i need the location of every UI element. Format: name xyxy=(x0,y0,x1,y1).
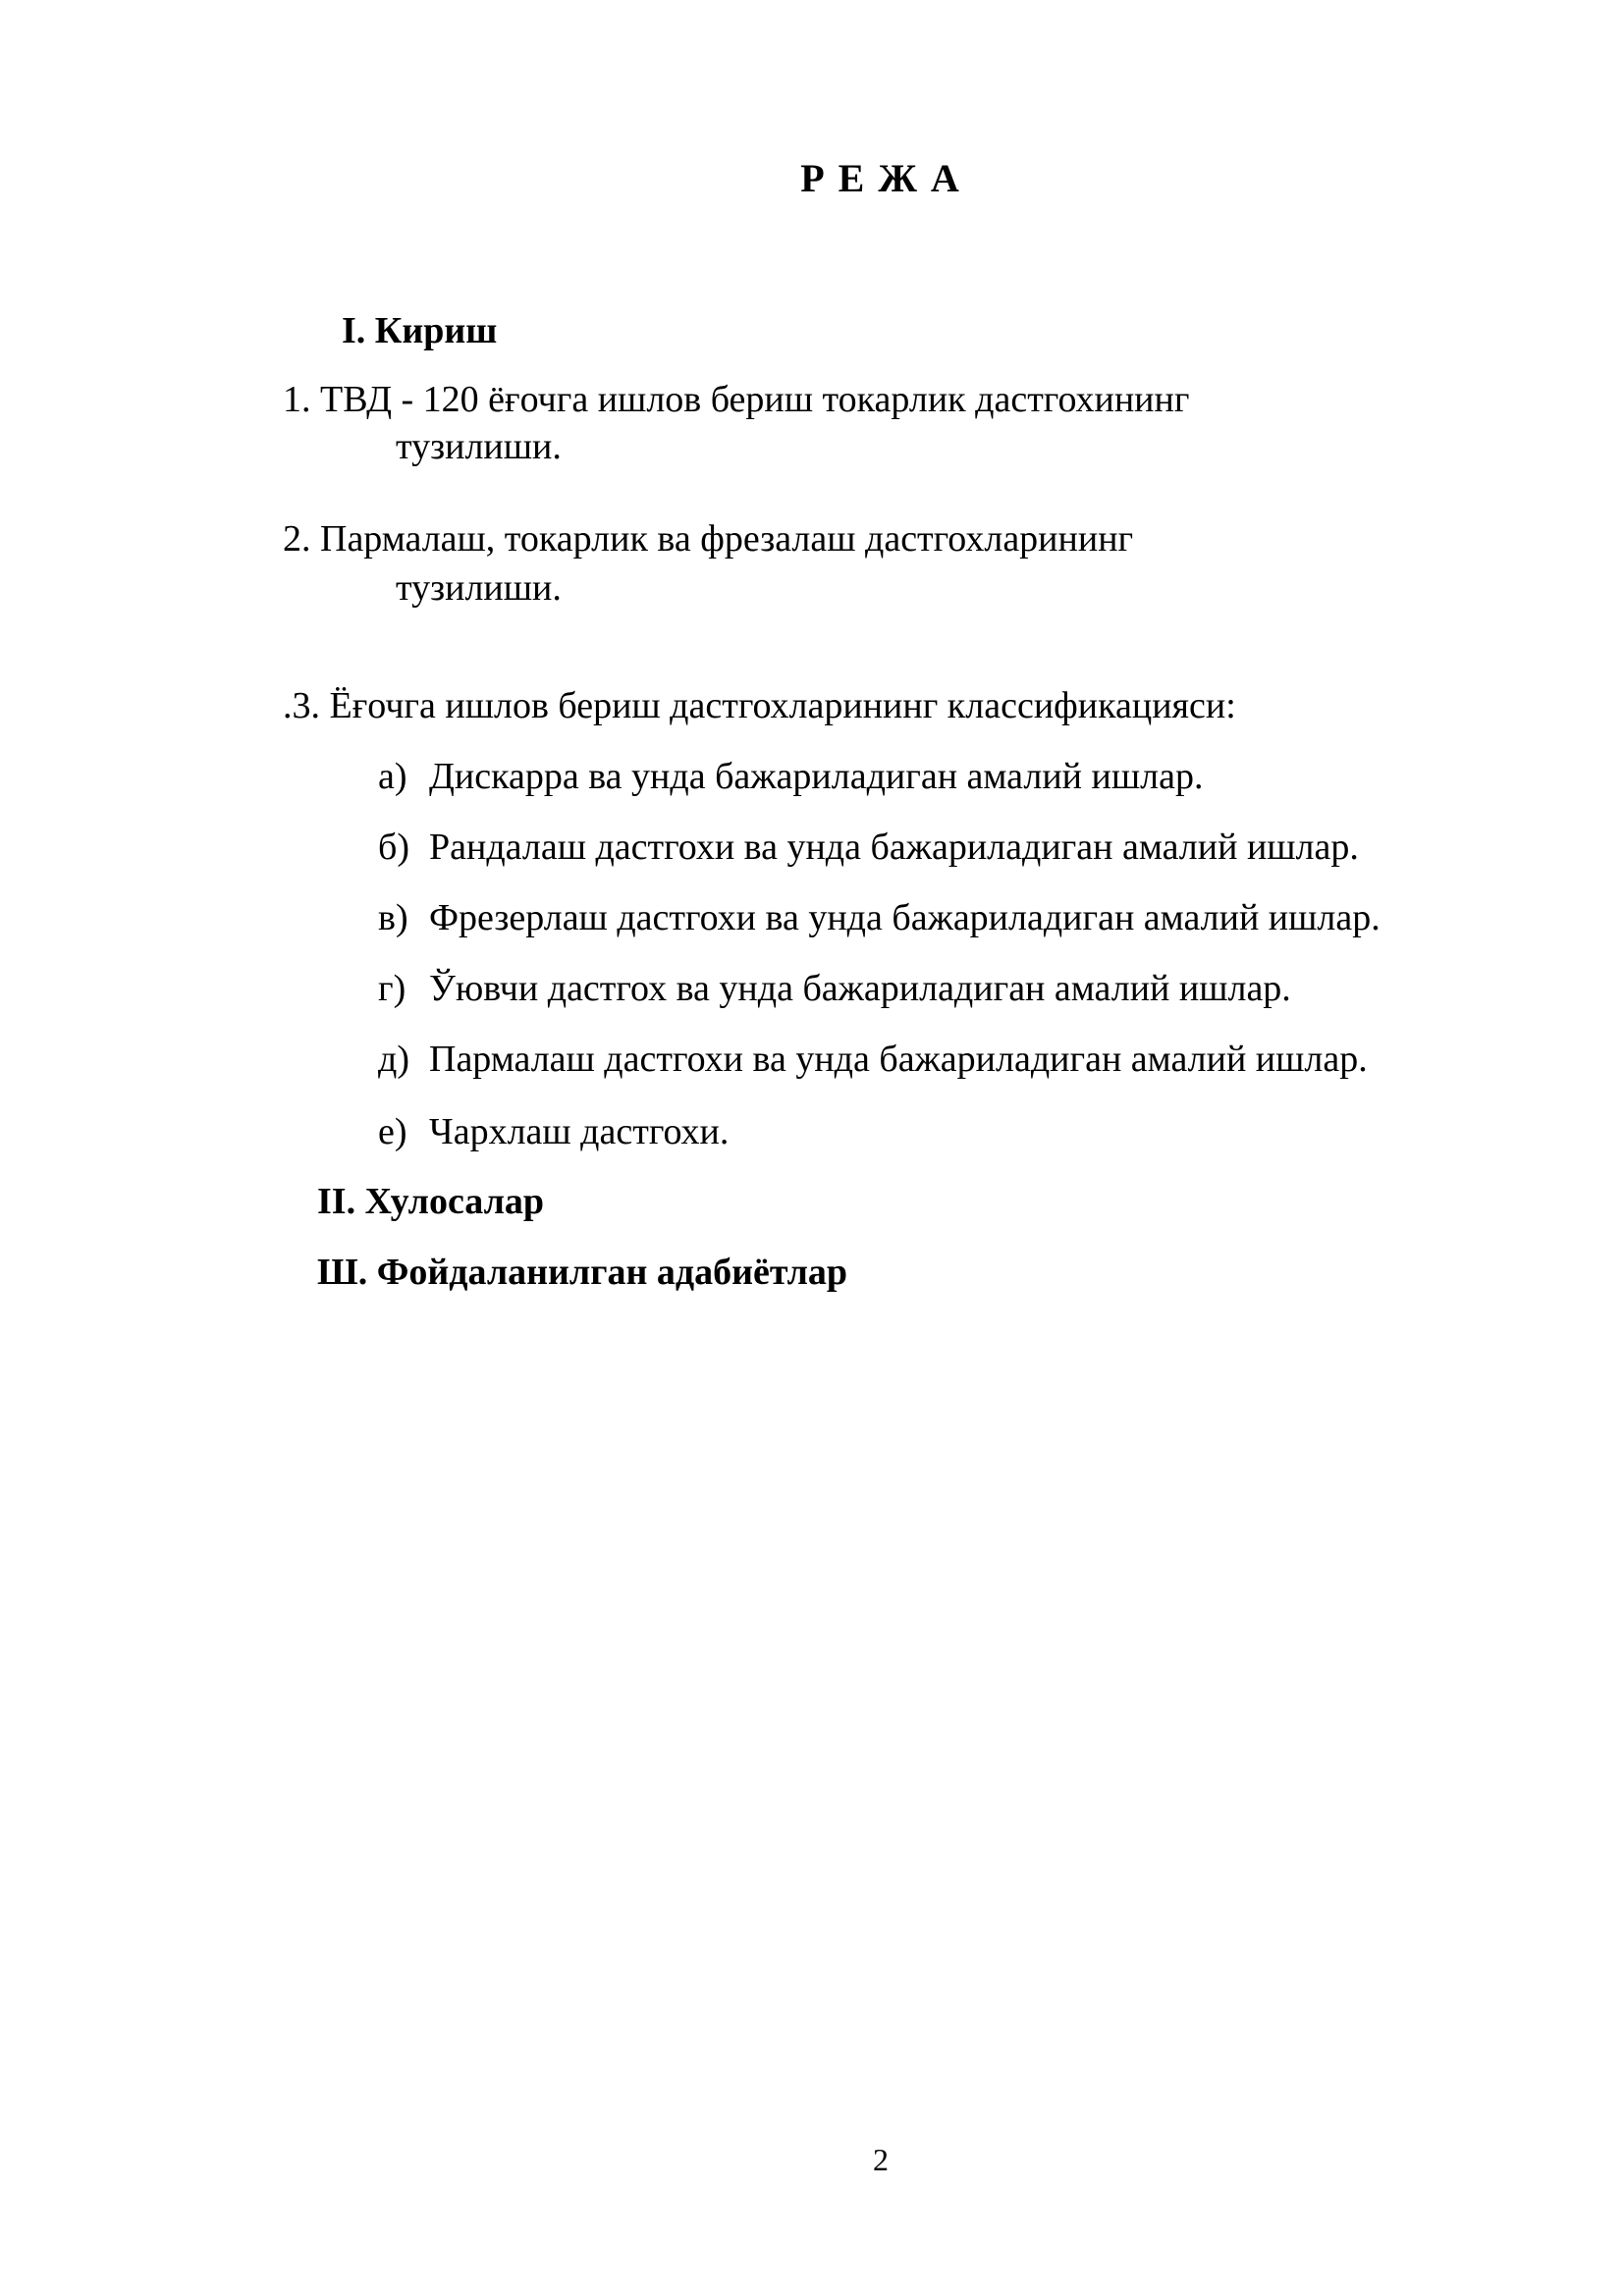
plan-item-1-line-2: тузилиши. xyxy=(396,426,562,467)
subitem-marker: г) xyxy=(378,968,406,1009)
page-title: Р Е Ж А xyxy=(800,156,961,200)
subitem-marker: б) xyxy=(378,827,409,868)
page-number: 2 xyxy=(873,2142,889,2177)
plan-item-3: .3. Ёғочга ишлов бериш дастгохларининг классификацияси: xyxy=(283,685,1236,726)
references-heading: Ш. Фойдаланилган адабиётлар xyxy=(317,1252,848,1293)
subitem-v xyxy=(378,896,1380,939)
intro-heading: I. Кириш xyxy=(342,310,498,351)
subitem-text: Фрезерлаш дастгохи ва унда бажариладиган амалий ишлар. xyxy=(429,897,1380,938)
subitem-text: Рандалаш дастгохи ва унда бажариладиган амалий ишлар. xyxy=(429,827,1359,868)
plan-item-1-line-1: 1. ТВД - 120 ёғочга ишлов бериш токарлик дастгохининг xyxy=(283,379,1190,420)
subitem-text: Пармалаш дастгохи ва унда бажариладиган амалий ишлар. xyxy=(429,1039,1368,1080)
subitem-marker: а) xyxy=(378,756,407,797)
subitem-b xyxy=(378,826,1359,869)
subitem-text: Дискарра ва унда бажариладиган амалий ишлар. xyxy=(429,756,1204,797)
plan-item-2-line-2: тузилиши. xyxy=(396,567,562,609)
subitem-d xyxy=(378,1038,1368,1081)
subitem-marker: в) xyxy=(378,897,408,938)
plan-item-2-line-1: 2. Пармалаш, токарлик ва фрезалаш дастгохларининг xyxy=(283,518,1134,560)
conclusions-heading: II. Хулосалар xyxy=(317,1181,545,1222)
subitem-a xyxy=(378,755,1203,798)
subitem-marker: е) xyxy=(378,1111,407,1152)
subitem-e xyxy=(378,1110,729,1153)
subitem-g xyxy=(378,967,1291,1010)
subitem-text: Ўювчи дастгох ва унда бажариладиган амалий ишлар. xyxy=(429,968,1291,1009)
subitem-text: Чархлаш дастгохи. xyxy=(429,1111,730,1152)
subitem-marker: д) xyxy=(378,1039,409,1080)
